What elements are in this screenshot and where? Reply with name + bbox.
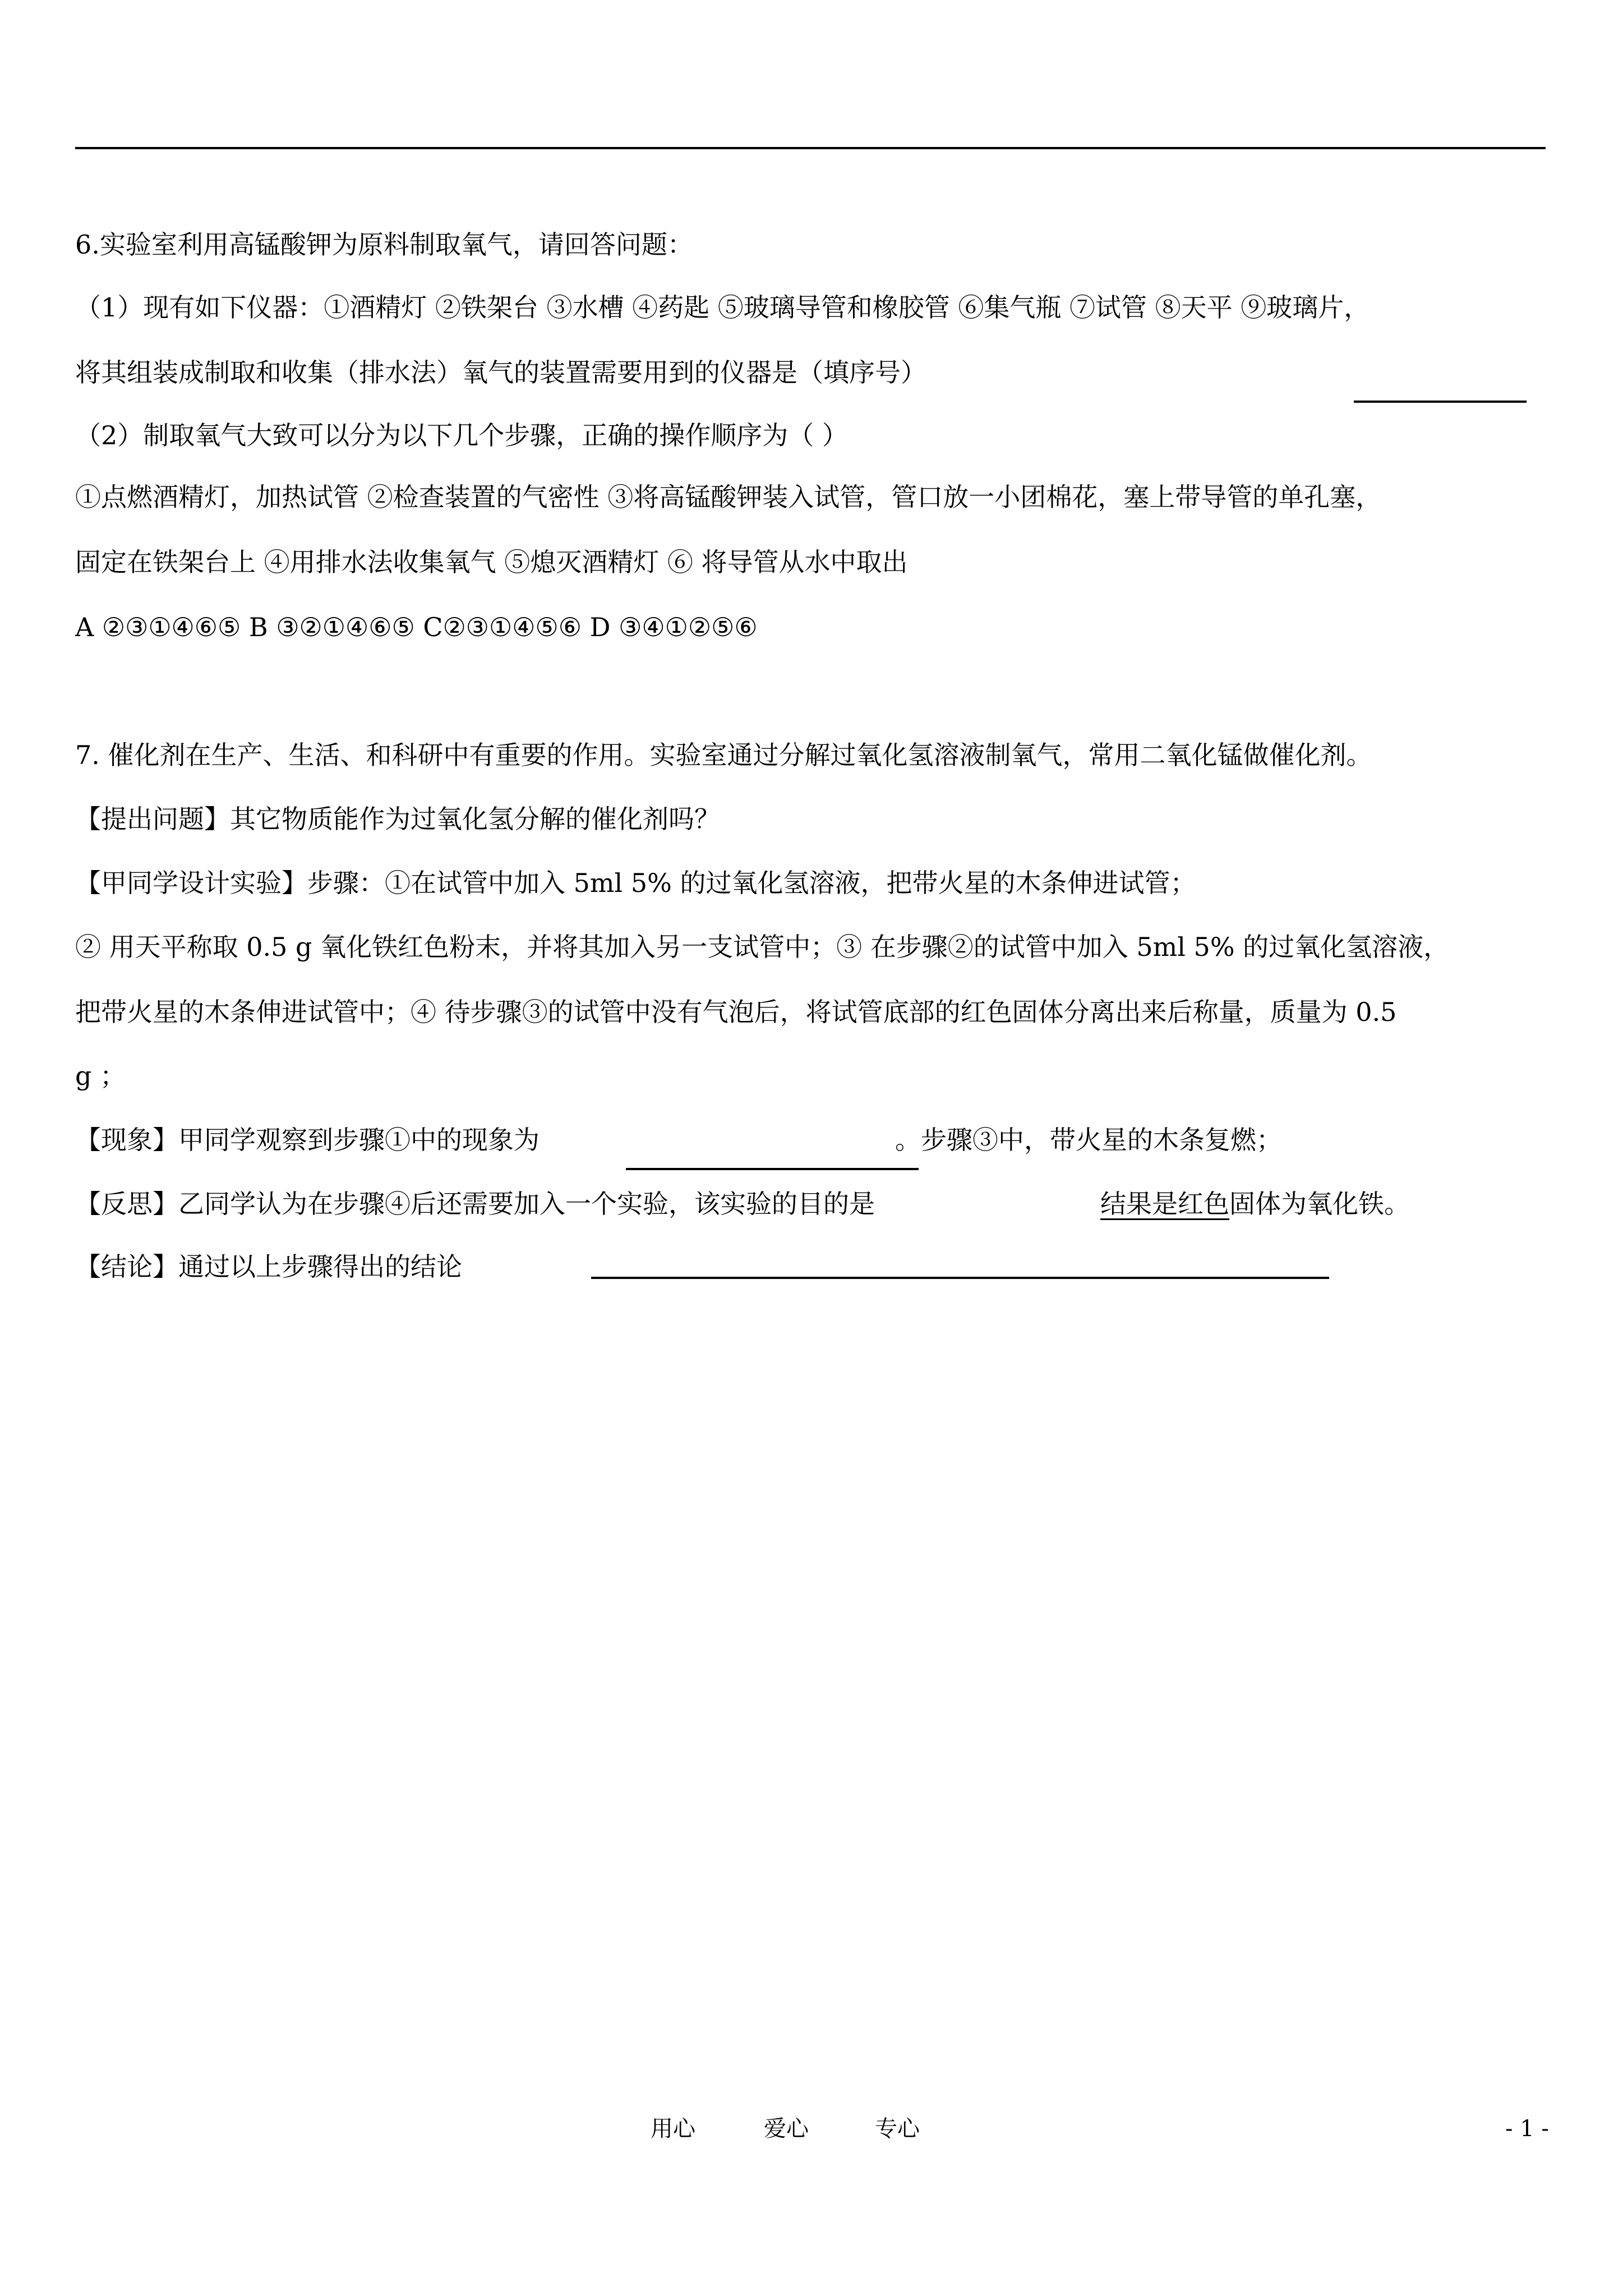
q7-design-line1: 【甲同学设计实验】步骤：①在试管中加入 5ml 5% 的过氧化氢溶液，把带火星的木条伸进试管； [75, 868, 1196, 898]
q7-reflection-underlined: 结果是红色 [1100, 1189, 1229, 1219]
q7-design-line2: ② 用天平称取 0.5 g 氧化铁红色粉末，并将其加入另一支试管中；③ 在步骤②的试管中加入 5ml 5% 的过氧化氢溶液， [75, 932, 1450, 962]
footer-motto-1: 用心 [651, 2116, 695, 2142]
q6-title: 6.实验室利用高锰酸钾为原料制取氧气，请回答问题： [75, 229, 693, 260]
footer-motto-2: 爱心 [764, 2116, 809, 2142]
q7-question: 【提出问题】其它物质能作为过氧化氢分解的催化剂吗？ [75, 804, 720, 834]
q7-conclusion-label: 【结论】通过以上步骤得出的结论 [75, 1251, 462, 1282]
header-rule [75, 147, 1546, 149]
page-number: - 1 - [1505, 2116, 1549, 2142]
q6-steps-line2: 固定在铁架台上 ④用排水法收集氧气 ⑤熄灭酒精灯 ⑥ 将导管从水中取出 [75, 547, 908, 577]
footer-motto-3: 专心 [875, 2116, 920, 2142]
q6-part1-answer-blank [1354, 401, 1527, 403]
q7-phenomenon-result: 。步骤③中，带火星的木条复燃； [895, 1125, 1282, 1155]
q6-part1-line2: 将其组装成制取和收集（排水法）氧气的装置需要用到的仪器是（填序号） [75, 357, 926, 388]
q7-reflection-answer [1100, 1188, 1410, 1220]
q7-phenomenon-label: 【现象】甲同学观察到步骤①中的现象为 [75, 1125, 540, 1155]
q7-phenomenon-blank [626, 1168, 919, 1170]
q7-title: 7. 催化剂在生产、生活、和科研中有重要的作用。实验室通过分解过氧化氢溶液制氧气，常用二氧化锰做催化剂。 [75, 740, 1372, 770]
q7-conclusion-blank [591, 1277, 1329, 1279]
q7-design-line3: 把带火星的木条伸进试管中；④ 待步骤③的试管中没有气泡后，将试管底部的红色固体分离出来后称量，质量为 0.5 [75, 997, 1397, 1027]
q6-part2: （2）制取氧气大致可以分为以下几个步骤，正确的操作顺序为（ ） [75, 420, 848, 450]
q7-reflection-label: 【反思】乙同学认为在步骤④后还需要加入一个实验，该实验的目的是 [75, 1189, 875, 1219]
q6-part1-line1: （1）现有如下仪器：①酒精灯 ②铁架台 ③水槽 ④药匙 ⑤玻璃导管和橡胶管 ⑥集气瓶 ⑦试管 ⑧天平 ⑨玻璃片， [75, 292, 1370, 323]
q7-design-line4: g ； [75, 1061, 126, 1091]
q6-options: A ②③①④⑥⑤ B ③②①④⑥⑤ C②③①④⑤⑥ D ③④①②⑤⑥ [75, 612, 758, 642]
q6-steps-line1: ①点燃酒精灯，加热试管 ②检查装置的气密性 ③将高锰酸钾装入试管，管口放一小团棉花，塞上带导管的单孔塞， [75, 482, 1382, 512]
q7-reflection-tail: 固体为氧化铁。 [1229, 1189, 1410, 1219]
